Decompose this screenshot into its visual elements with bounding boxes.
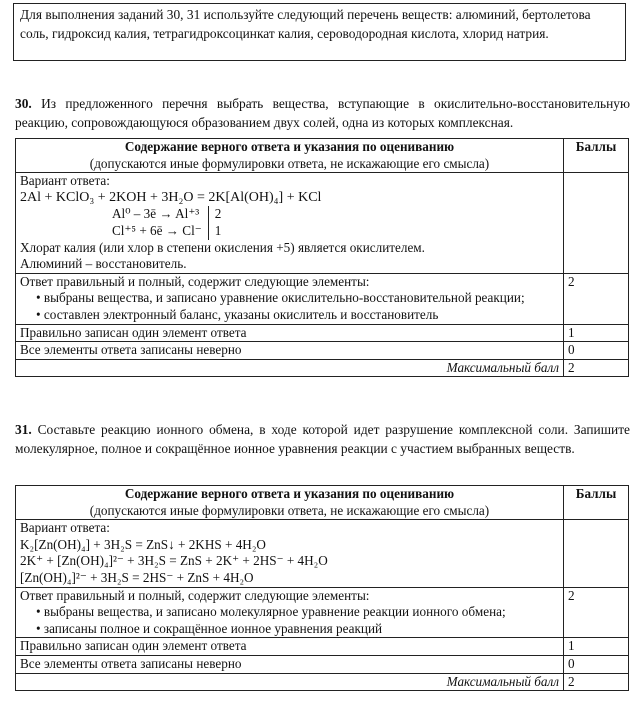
row-all-wrong: Все элементы ответа записаны неверно <box>16 655 564 673</box>
criteria-cell <box>16 273 564 324</box>
molecular-equation: K₂[Zn(OH)₄] + 3H₂S = ZnS↓ + 2KHS + 4H₂O <box>20 536 266 552</box>
criteria-item: • составлен электронный баланс, указаны окислитель и восстановитель <box>36 306 439 322</box>
score-full: 2 <box>564 273 629 324</box>
balance-line-cl: Cl⁺⁵ + 6ē → Cl⁻ <box>112 222 202 238</box>
max-score-value: 2 <box>564 673 629 691</box>
balance-line-al: Al⁰ – 3ē → Al⁺³ <box>112 206 200 222</box>
score-zero: 0 <box>564 342 629 360</box>
score-full: 2 <box>564 587 629 638</box>
table-row-criteria <box>16 273 629 324</box>
score-zero: 0 <box>564 655 629 673</box>
variant-label: Вариант ответа: <box>20 520 110 536</box>
criteria-item: • выбраны вещества, и записано уравнение окислительно-восстановительной реакции; <box>36 290 525 306</box>
answer-score-cell <box>564 173 629 274</box>
max-score-value: 2 <box>564 359 629 377</box>
full-ionic-equation: 2K⁺ + [Zn(OH)₄]²⁻ + 3H₂S = ZnS + 2K⁺ + 2HS⁻ + 4H₂O <box>20 553 328 569</box>
short-ionic-equation: [Zn(OH)₄]²⁻ + 3H₂S = 2HS⁻ + ZnS + 4H₂O <box>20 569 254 585</box>
row-all-wrong: Все элементы ответа записаны неверно <box>16 342 564 360</box>
table-row <box>16 638 629 656</box>
oxidizer-text: Хлорат калия (или хлор в степени окисления +5) является окислителем. <box>20 239 425 255</box>
criteria-item: • записаны полное и сокращённое ионное уравнения реакций <box>36 620 383 636</box>
max-score-label: Максимальный балл <box>16 359 564 377</box>
criteria-cell <box>16 587 564 638</box>
score-header: Баллы <box>564 139 629 173</box>
task-31-statement: Составьте реакцию ионного обмена, в ходе которой идет разрушение комплексной соли. Запишите молекулярное, полное и сокращённое ионное уравнения реакции с участием выбранных веществ. <box>15 422 630 456</box>
table-row-answer <box>16 520 629 587</box>
table-row <box>16 342 629 360</box>
content-header <box>16 139 564 173</box>
table-row-max <box>16 673 629 691</box>
header-title: Содержание верного ответа и указания по оцениванию <box>124 486 455 501</box>
intro-box: Для выполнения заданий 30, 31 используйте следующий перечень веществ: алюминий, бертолетова соль, гидроксид калия, тетрагидроксоцинкат калия, сероводородная кислота, хлорид натрия. <box>13 3 626 61</box>
header-title: Содержание верного ответа и указания по оцениванию <box>124 139 455 154</box>
criteria-intro: Ответ правильный и полный, содержит следующие элементы: <box>20 587 370 603</box>
max-score-label: Максимальный балл <box>16 673 564 691</box>
balance-coef-cl: 1 <box>214 222 222 238</box>
table-header-row <box>16 486 629 520</box>
row-one-element: Правильно записан один элемент ответа <box>16 638 564 656</box>
score-one: 1 <box>564 324 629 342</box>
task-31-text <box>15 421 630 458</box>
answer-table-31 <box>15 485 629 691</box>
variant-label: Вариант ответа: <box>20 173 110 189</box>
table-row-criteria <box>16 587 629 638</box>
task-30-number: 30. <box>15 96 32 111</box>
table-row-max <box>16 359 629 377</box>
task-30-text <box>15 95 630 132</box>
answer-cell <box>16 173 564 274</box>
task-30-statement: Из предложенного перечня выбрать вещества, вступающие в окислительно-восстановительную реакцию, сопровождающуюся образованием двух солей, одна из которых комплексная. <box>15 96 630 130</box>
table-row <box>16 655 629 673</box>
task-31-number: 31. <box>15 422 32 437</box>
table-row-answer <box>16 173 629 274</box>
answer-score-cell <box>564 520 629 587</box>
criteria-intro: Ответ правильный и полный, содержит следующие элементы: <box>20 273 370 289</box>
electron-balance <box>112 206 221 239</box>
score-one: 1 <box>564 638 629 656</box>
content-header <box>16 486 564 520</box>
row-one-element: Правильно записан один элемент ответа <box>16 324 564 342</box>
answer-table-30 <box>15 138 629 377</box>
table-row <box>16 324 629 342</box>
score-header: Баллы <box>564 486 629 520</box>
redox-equation: 2Al + KClO₃ + 2KOH + 3H₂O = 2K[Al(OH)₄] + KCl <box>20 189 322 205</box>
criteria-item: • выбраны вещества, и записано молекулярное уравнение реакции ионного обмена; <box>36 604 506 620</box>
reducer-text: Алюминий – восстановитель. <box>20 256 187 272</box>
header-subtitle: (допускаются иные формулировки ответа, не искажающие его смысла) <box>89 155 490 171</box>
table-header-row <box>16 139 629 173</box>
answer-cell <box>16 520 564 587</box>
balance-coef-al: 2 <box>214 206 222 222</box>
header-subtitle: (допускаются иные формулировки ответа, не искажающие его смысла) <box>89 502 490 518</box>
